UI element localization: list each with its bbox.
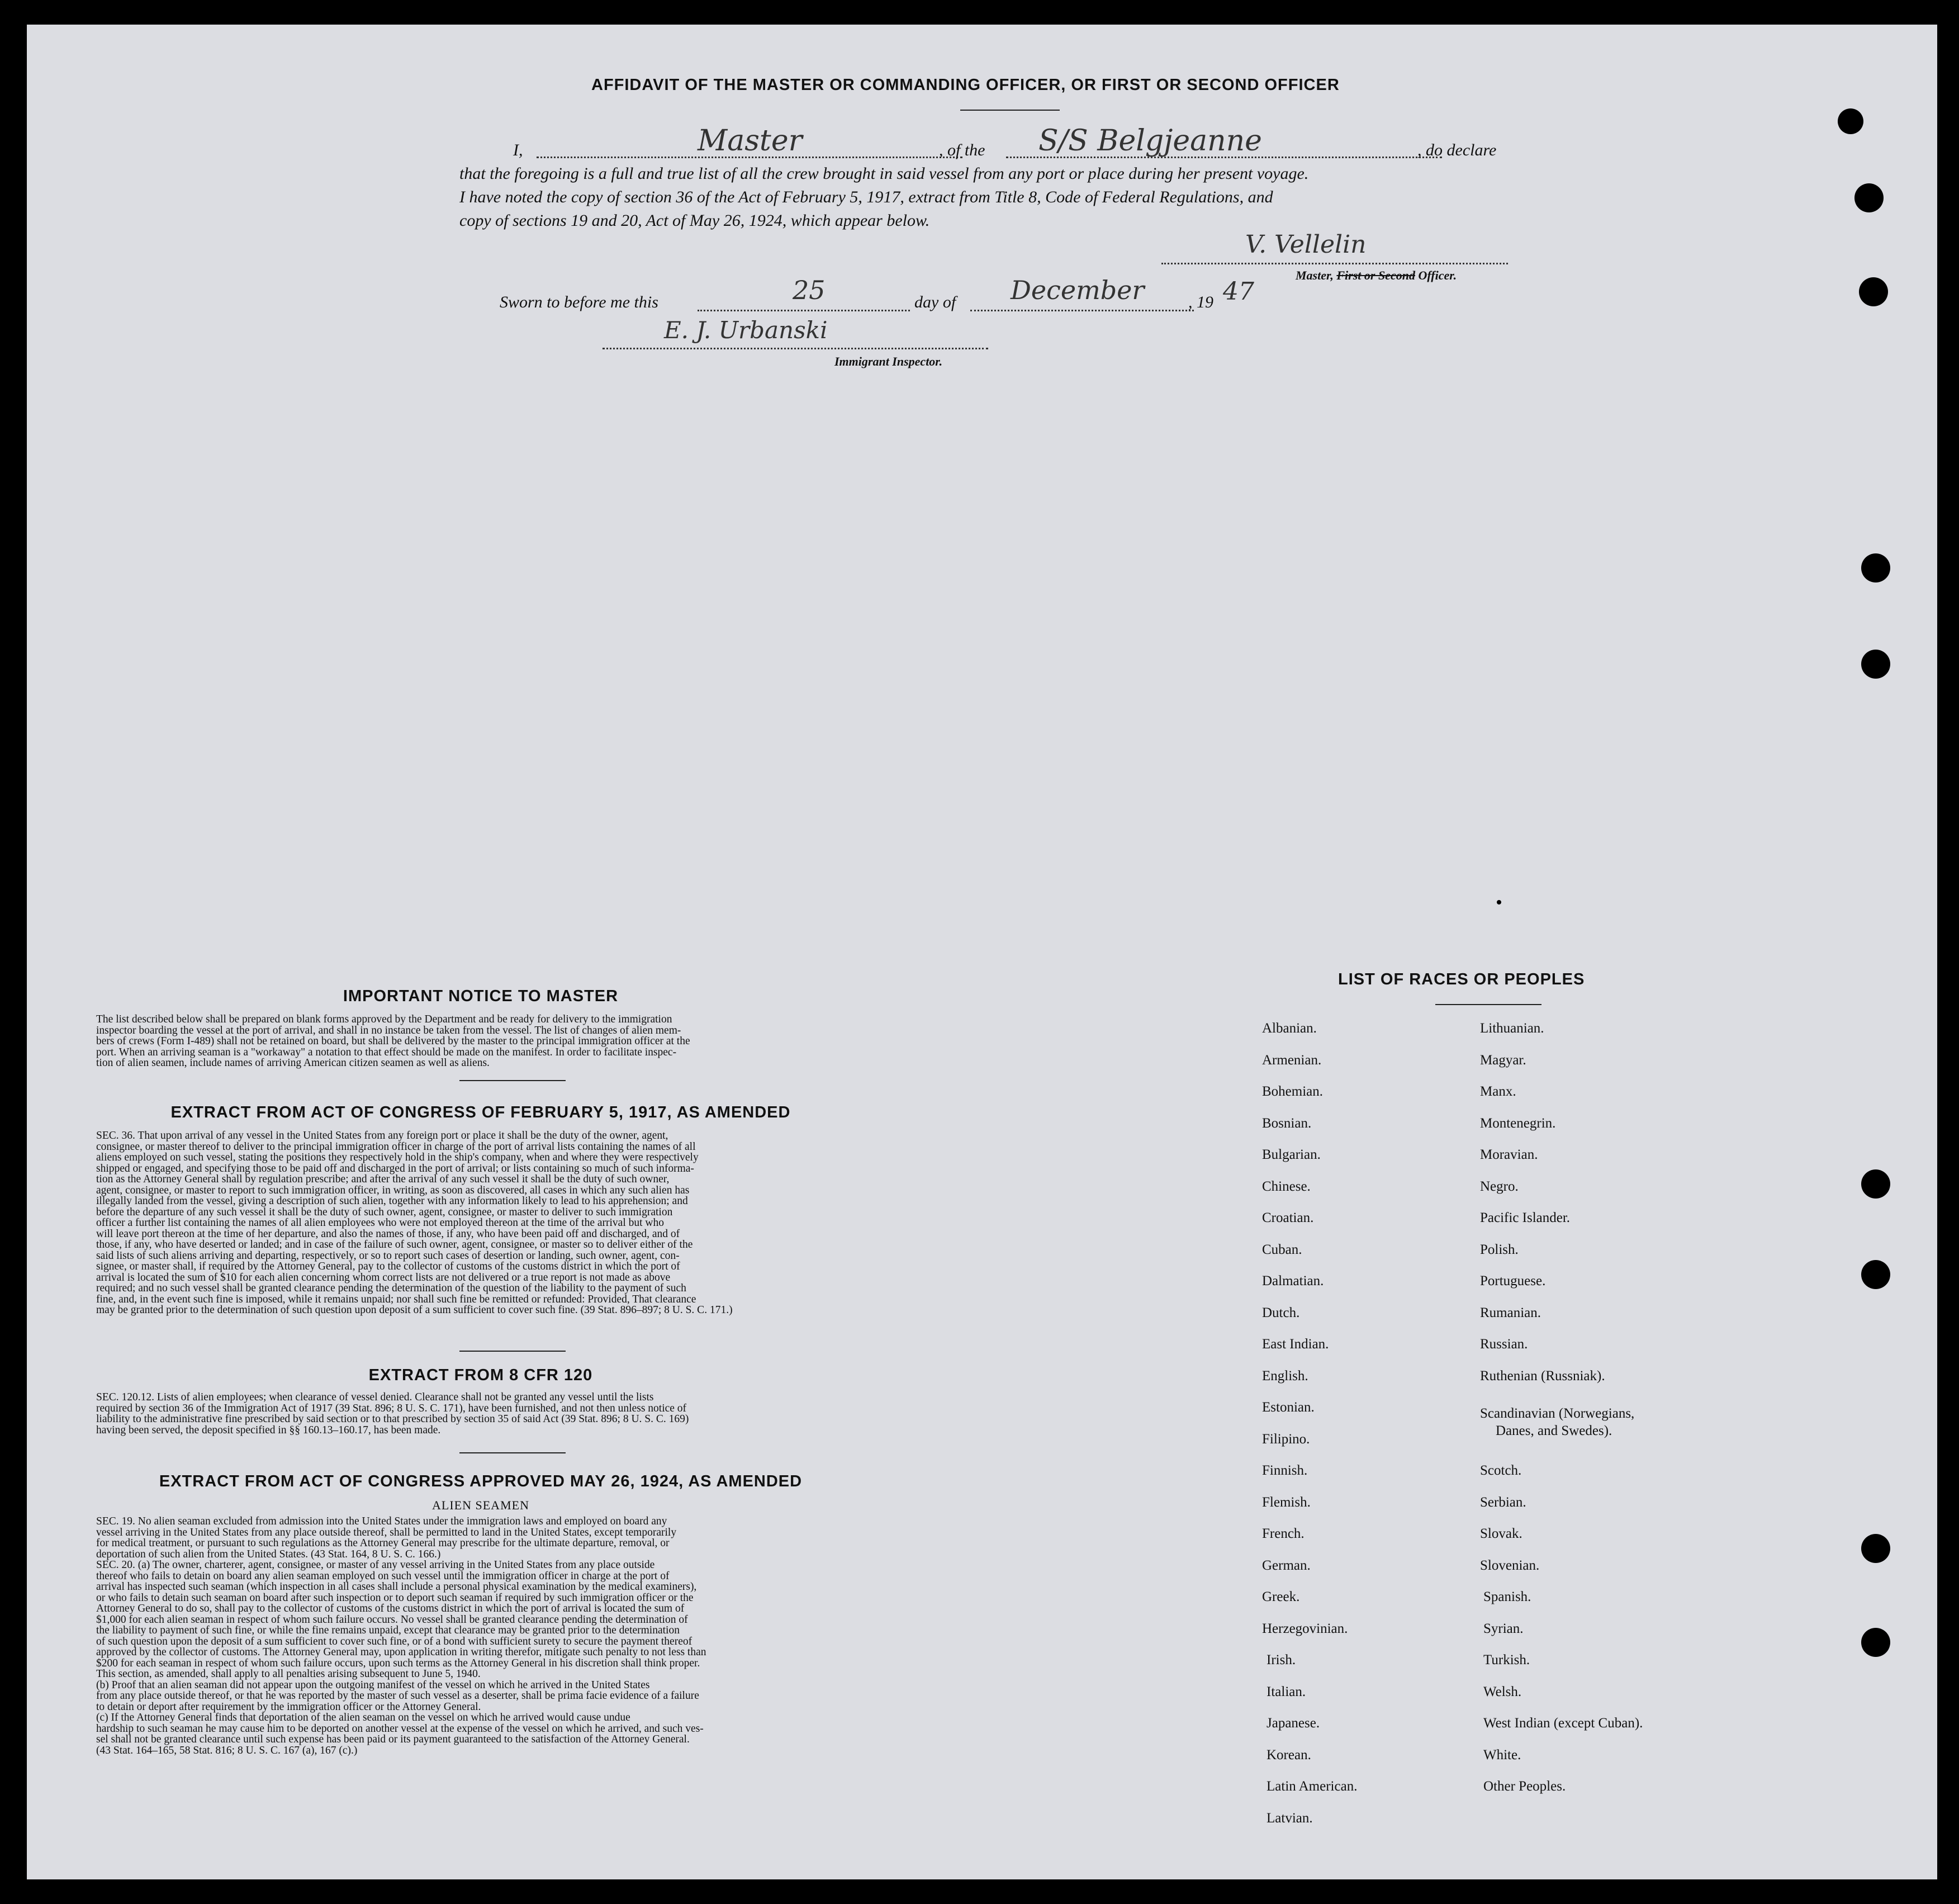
extract-1917-line: said lists of such aliens arriving and departing, respectively, or so to report such cases of desertion or landing, such owner, agent, con-	[96, 1249, 680, 1262]
master-label-strike: First or Second	[1336, 268, 1415, 282]
extract-1924-line: This section, as amended, shall apply to all penalties arising subsequent to June 5, 1940.	[96, 1668, 481, 1680]
extract-1924-line: (b) Proof that an alien seaman did not appear upon the outgoing manifest of the vessel on which he arrived in the United States	[96, 1679, 650, 1691]
extract-1924-line: of such question upon the deposit of a sum sufficient to cover such fine, or of a bond with sufficient surety to secure the payment thereof	[96, 1635, 692, 1647]
extract-1917-line: aliens employed on such vessel, stating the positions they respectively hold in the ship's company, when and where they were respectively	[96, 1152, 699, 1163]
race-item: Finnish.	[1262, 1463, 1308, 1478]
race-item: Negro.	[1480, 1178, 1519, 1194]
race-item: Welsh.	[1483, 1684, 1522, 1699]
of-the-label: , of the	[939, 141, 985, 159]
sworn-label: Sworn to before me this	[500, 293, 658, 311]
affidavit-line-4: copy of sections 19 and 20, Act of May 26, 1924, which appear below.	[459, 211, 930, 230]
speck	[1497, 900, 1501, 904]
extract-1924-line: SEC. 19. No alien seaman excluded from admission into the United States under the immigration laws and employed on board any	[96, 1515, 667, 1527]
year-handwriting: 47	[1223, 277, 1254, 306]
extract-1924-line: (43 Stat. 164–165, 58 Stat. 816; 8 U. S. C. 167 (a), 167 (c).)	[96, 1744, 358, 1756]
binder-hole	[1861, 1628, 1890, 1657]
race-item: Armenian.	[1262, 1052, 1322, 1068]
extract-1924-line: thereof who fails to detain on board any alien seaman employed on such vessel until the immigration officer in charge at the port of	[96, 1570, 670, 1582]
month-line	[970, 310, 1194, 311]
race-item: Bulgarian.	[1262, 1147, 1321, 1162]
extract-1917-line: agent, consignee, or master to report to such immigration officer, in writing, as soon as discovered, all cases in which any such alien has	[96, 1184, 690, 1196]
notice-body	[96, 1014, 935, 1069]
extract-1924-line: (c) If the Attorney General finds that deportation of the alien seaman on the vessel on which he arrived would cause undue	[96, 1712, 630, 1723]
race-item: Manx.	[1480, 1084, 1516, 1099]
extract-1924-line: the liability to payment of such fine, or while the fine remains unpaid, except that clearance may be granted prior to the determination	[96, 1624, 680, 1636]
extract-1924-line: hardship to such seaman he may cause him to be deported on another vessel at the expense of the vessel on which he arrived, and such ves-	[96, 1722, 704, 1735]
race-item: Syrian.	[1483, 1621, 1524, 1636]
extract-1917-line: shipped or engaged, and specifying those to be paid off and discharged in the port of arrival; or lists containing so much of such informa-	[96, 1162, 694, 1174]
extract-1917-title: EXTRACT FROM ACT OF CONGRESS OF FEBRUARY 5, 1917, AS AMENDED	[170, 1103, 791, 1121]
extract-1917-body	[96, 1130, 935, 1316]
cfr-line: having been served, the deposit specified in §§ 160.13–160.17, has been made.	[96, 1424, 441, 1436]
race-item: Montenegrin.	[1480, 1115, 1556, 1131]
affidavit-title: AFFIDAVIT OF THE MASTER OR COMMANDING OFFICER, OR FIRST OR SECOND OFFICER	[591, 76, 1340, 94]
extract-1917-line: consignee, or master thereof to deliver to the principal immigration officer in charge of the port of arrival lists containing the names of all	[96, 1140, 696, 1153]
divider	[960, 110, 1060, 111]
extract-1917-line: those, if any, who have deserted or landed; and in case of the failure of such owner, agent, consignee, or master so to deliver either of the	[96, 1239, 693, 1251]
race-item: Herzegovinian.	[1262, 1621, 1348, 1636]
extract-1917-line: signee, or master shall, if required by the Attorney General, pay to the collector of customs of the customs district in which the port of	[96, 1261, 680, 1272]
race-item: Slovak.	[1480, 1526, 1522, 1541]
affidavit-i: I,	[513, 141, 523, 159]
notice-line: port. When an arriving seaman is a "workaway" a notation to that effect should be made on the manifest. In order to facilitate inspec-	[96, 1046, 677, 1058]
extract-1924-line: to detain or deport after requirement by the immigration officer or the Attorney General.	[96, 1701, 481, 1713]
extract-1917-line: officer a further list containing the names of all alien employees who were not employed thereon at the time of the arrival but who	[96, 1217, 665, 1229]
extract-1924-line: arrival has inspected such seaman (which inspection in all cases shall include a personal physical examination by the medical examiners),	[96, 1581, 697, 1593]
race-item: Ruthenian (Russniak).	[1480, 1368, 1605, 1384]
extract-1924-line: approved by the collector of customs. The Attorney General may, upon application in writing therefor, mitigate such penalty to not less than	[96, 1646, 706, 1658]
race-item: Spanish.	[1483, 1589, 1531, 1604]
divider	[459, 1452, 566, 1453]
inspector-line	[603, 348, 988, 349]
notice-line: inspector boarding the vessel at the port of arrival, and shall in no instance be taken from the vessel. The list of changes of alien mem-	[96, 1024, 681, 1036]
day-of-label: day of	[914, 293, 956, 311]
race-item: Turkish.	[1483, 1652, 1530, 1668]
master-label-b: Officer.	[1418, 268, 1457, 282]
race-item: Dalmatian.	[1262, 1273, 1324, 1289]
extract-1924-line: deportation of such alien from the United States. (43 Stat. 164, 8 U. S. C. 166.)	[96, 1548, 441, 1560]
extract-1917-line: will leave port thereon at the time of her departure, and also the names of those, if any, who have been paid off and discharged, and of	[96, 1228, 680, 1240]
name-handwriting: Master	[698, 124, 803, 158]
binder-hole	[1861, 1534, 1890, 1563]
binder-hole	[1861, 650, 1890, 679]
year-prefix: , 19	[1188, 293, 1213, 311]
inspector-label: Immigrant Inspector.	[834, 354, 943, 368]
race-item: Slovenian.	[1480, 1557, 1540, 1573]
notice-line: bers of crews (Form I-489) shall not be retained on board, but shall be delivered by the master to the principal immigration officer at the	[96, 1035, 690, 1047]
extract-1924-body	[96, 1516, 935, 1756]
race-item: Bohemian.	[1262, 1084, 1324, 1099]
notice-line: The list described below shall be prepared on blank forms approved by the Department and be ready for delivery to the immigration	[96, 1013, 672, 1025]
extract-1924-line: or who fails to detain such seaman on board after such inspection or to deport such seaman if required by such immigration officer or the	[96, 1592, 694, 1604]
race-item: Filipino.	[1262, 1431, 1310, 1447]
race-item: Albanian.	[1262, 1021, 1317, 1036]
cfr-title: EXTRACT FROM 8 CFR 120	[368, 1366, 593, 1384]
extract-1924-line: sel shall not be granted clearance until such expense has been paid or its payment guaranteed to the satisfaction of the Attorney General.	[96, 1734, 690, 1745]
race-item: Russian.	[1480, 1337, 1528, 1352]
signature-line	[1161, 263, 1508, 264]
day-handwriting: 25	[793, 275, 826, 305]
inspector-signature: E. J. Urbanski	[664, 316, 828, 344]
race-item: Croatian.	[1262, 1210, 1314, 1225]
race-item: Lithuanian.	[1480, 1021, 1544, 1036]
race-item: English.	[1262, 1368, 1308, 1384]
race-item: Moravian.	[1480, 1147, 1538, 1162]
vessel-handwriting: S/S Belgjeanne	[1038, 124, 1262, 158]
race-item: Danes, and Swedes).	[1496, 1423, 1612, 1439]
extract-1924-line: Attorney General to do so, shall pay to the collector of customs of the customs district in which the port of arrival is located the sum of	[96, 1603, 685, 1614]
race-item: Korean.	[1267, 1747, 1311, 1763]
affidavit-line-3: I have noted the copy of section 36 of the Act of February 5, 1917, extract from Title 8, Code of Federal Regulations, and	[459, 188, 1273, 206]
binder-hole	[1838, 108, 1863, 134]
extract-1924-line: $1,000 for each alien seaman in respect of whom such failure occurs. No vessel shall be granted clearance pending the determination of	[96, 1613, 688, 1626]
race-item: Chinese.	[1262, 1178, 1311, 1194]
race-item: Scotch.	[1480, 1463, 1522, 1478]
race-item: Dutch.	[1262, 1305, 1300, 1320]
notice-title: IMPORTANT NOTICE TO MASTER	[343, 987, 619, 1005]
race-item: Serbian.	[1480, 1494, 1526, 1510]
extract-1924-title: EXTRACT FROM ACT OF CONGRESS APPROVED MAY 26, 1924, AS AMENDED	[159, 1472, 803, 1490]
race-item: East Indian.	[1262, 1337, 1329, 1352]
master-signature: V. Vellelin	[1245, 230, 1367, 259]
cfr-line: liability to the administrative fine prescribed by said section or to that prescribed by section 35 of said Act (39 Stat. 896; 8 U. S. C. 169)	[96, 1413, 689, 1425]
extract-1924-subtitle: ALIEN SEAMEN	[432, 1498, 529, 1512]
extract-1917-line: illegally landed from the vessel, giving a description of such alien, together with any information likely to lead to his apprehension; and	[96, 1195, 688, 1207]
extract-1924-line: SEC. 20. (a) The owner, charterer, agent, consignee, or master of any vessel arriving in the United States from any place outside	[96, 1559, 655, 1571]
divider	[459, 1351, 566, 1352]
race-item: Latvian.	[1267, 1810, 1313, 1826]
cfr-body	[96, 1392, 935, 1436]
extract-1917-line: may be granted prior to the determination of such question upon deposit of a sum sufficient to cover such fine. (39 Stat. 896–897; 8 U. S. C. 171.)	[96, 1304, 733, 1316]
race-item: Flemish.	[1262, 1494, 1311, 1510]
document-page	[27, 25, 1937, 1879]
extract-1924-line: from any place outside thereof, or that he was reported by the master of such vessel as a deserter, shall be prima facie evidence of a failure	[96, 1690, 699, 1702]
race-item: Estonian.	[1262, 1400, 1315, 1415]
race-item: Magyar.	[1480, 1052, 1526, 1068]
day-line	[698, 310, 910, 311]
extract-1924-line: $200 for each seaman in respect of whom such failure occurs, upon such terms as the Attorney General in his discretion shall think proper.	[96, 1657, 700, 1669]
binder-hole	[1861, 1169, 1890, 1199]
extract-1917-line: fine, and, in the event such fine is imposed, while it remains unpaid; nor shall such fine be remitted or refunded: Provided, That clearance	[96, 1293, 696, 1305]
cfr-line: required by section 36 of the Immigration Act of 1917 (39 Stat. 896; 8 U. S. C. 171), have been furnished, and not then unless notice of	[96, 1402, 687, 1414]
master-label	[1296, 268, 1457, 283]
do-declare-label: , do declare	[1417, 141, 1497, 159]
master-label-a: Master,	[1296, 268, 1334, 282]
races-title: LIST OF RACES OR PEOPLES	[1338, 970, 1585, 988]
race-item: Pacific Islander.	[1480, 1210, 1571, 1225]
race-item: Italian.	[1267, 1684, 1306, 1699]
race-item: Scandinavian (Norwegians,	[1480, 1406, 1635, 1422]
race-item: German.	[1262, 1557, 1311, 1573]
race-item: Other Peoples.	[1483, 1779, 1566, 1794]
binder-hole	[1859, 277, 1888, 306]
extract-1917-line: before the departure of any such vessel it shall be the duty of such owner, agent, consignee, or master to deliver to such immigration	[96, 1206, 673, 1218]
race-item: Cuban.	[1262, 1242, 1302, 1257]
extract-1917-line: arrival is located the sum of $10 for each alien concerning whom correct lists are not delivered or a true report is not made as above	[96, 1271, 671, 1283]
divider	[1435, 1004, 1541, 1005]
race-item: Portuguese.	[1480, 1273, 1546, 1289]
extract-1917-line: tion as the Attorney General shall by regulation prescribe; and after the arrival of any such vessel it shall be the duty of such owner,	[96, 1173, 670, 1185]
extract-1917-line: SEC. 36. That upon arrival of any vessel in the United States from any foreign port or place it shall be the duty of the owner, agent,	[96, 1130, 668, 1142]
race-item: Polish.	[1480, 1242, 1519, 1257]
binder-hole	[1854, 183, 1884, 212]
extract-1924-line: for medical treatment, or pursuant to such regulations as the Attorney General may prescribe for the ultimate departure, removal, or	[96, 1537, 670, 1549]
race-item: Greek.	[1262, 1589, 1300, 1604]
month-handwriting: December	[1011, 275, 1145, 305]
divider	[459, 1080, 566, 1081]
race-item: Rumanian.	[1480, 1305, 1541, 1320]
extract-1924-line: vessel arriving in the United States from any place outside thereof, shall be permitted to land in the United States, except temporarily	[96, 1526, 677, 1538]
race-item: Latin American.	[1267, 1779, 1358, 1794]
notice-line: tion of alien seamen, include names of arriving American citizen seamen as well as aliens.	[96, 1057, 490, 1069]
race-item: Japanese.	[1267, 1716, 1320, 1731]
race-item: West Indian (except Cuban).	[1483, 1716, 1643, 1731]
race-item: French.	[1262, 1526, 1305, 1541]
extract-1917-line: required; and no such vessel shall be granted clearance pending the determination of the question of the liability to the payment of such	[96, 1282, 686, 1294]
binder-hole	[1861, 553, 1890, 582]
race-item: Irish.	[1267, 1652, 1296, 1668]
binder-hole	[1861, 1260, 1890, 1289]
cfr-line: SEC. 120.12. Lists of alien employees; when clearance of vessel denied. Clearance shall not be granted any vessel until the lists	[96, 1391, 654, 1403]
affidavit-line-2: that the foregoing is a full and true list of all the crew brought in said vessel from any port or place during her present voyage.	[459, 164, 1309, 183]
race-item: White.	[1483, 1747, 1521, 1763]
race-item: Bosnian.	[1262, 1115, 1312, 1131]
